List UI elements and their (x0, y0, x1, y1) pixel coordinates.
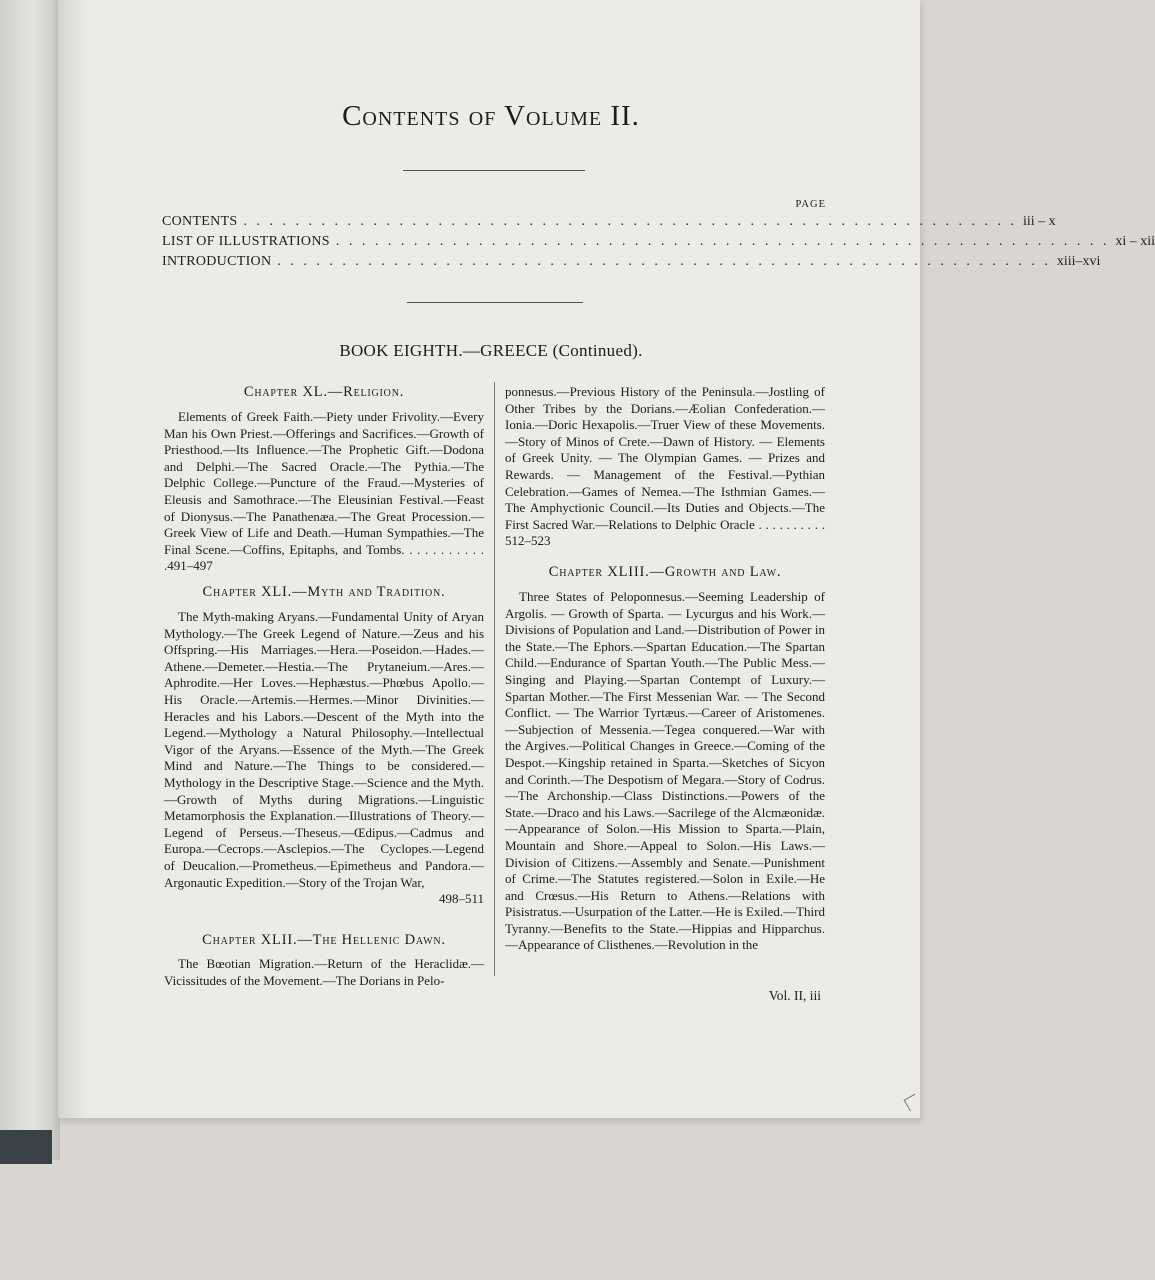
title-rule (403, 170, 585, 171)
toc-pages: xiii–xvi (1056, 254, 1101, 269)
chapter-summary-xl (164, 409, 484, 575)
toc-leader-dots: . . . . . . . . . . . . . . . . . . . . . . . . . . . . . . . . . . . . . . . . . . . . . . . . . . . . . . . . . . . . (277, 254, 1051, 269)
page-title (0, 100, 982, 133)
book-cover-edge (0, 1130, 52, 1164)
toc-row-contents (162, 214, 1056, 234)
chapter-summary-xli (164, 609, 484, 908)
toc-pages: iii – x (1023, 214, 1056, 229)
toc-row-introduction (162, 254, 1101, 274)
toc-label: CONTENTS (162, 214, 238, 229)
column-divider (494, 382, 495, 976)
title-numeral: II. (610, 100, 640, 132)
toc-page-header: PAGE (795, 199, 826, 210)
chapter-body: The Myth-making Aryans.—Fundamental Unity of Aryan Mythology.—The Greek Legend of Nature.—Zeus and his Offspring.—His Marriages.—Hera.—Poseidon.—Hades.—Athene.—Demeter.—Hestia.—The Prytaneium.—Ares.—Aphrodite.—Her Loves.—Hephæstus.—Phœbus Apollo.—His Oracle.—Artemis.—Hermes.—Minor Divinities.—Heracles and his Labors.—Descent of the Myth into the Legend.—Mythology a Natural Philosophy.—Intellectual Vigor of the Aryans.—Essence of the Myth.—The Greek Mind and Nature.—The Things to be considered.—Mythology in the Descriptive Stage.—Science and the Myth.—Growth of Myths during Migrations.—Linguistic Metamorphosis the Explanation.—Illustrations of Theory.—Legend of Perseus.—Theseus.—Œdipus.—Cadmus and Europa.—Cecrops.—Asclepios.—The Cyclopes.—Legend of Deucalion.—Prometheus.—Epimetheus and Pandora.—Argonautic Expedition.—Story of the Trojan War, (164, 609, 484, 890)
chapter-body: The Bœotian Migration.—Return of the Heraclidæ.—Vicissitudes of the Movement.—The Dorians in Pelo- (164, 956, 484, 988)
chapter-title-xliii: Chapter XLIII.—Growth and Law. (548, 564, 782, 580)
page-footer: Vol. II, iii (768, 988, 821, 1003)
book-spine (0, 0, 60, 1160)
toc-label: INTRODUCTION (162, 254, 272, 269)
gutter-shadow (58, 0, 88, 1118)
toc-label: LIST OF ILLUSTRATIONS (162, 234, 330, 249)
book-heading: BOOK EIGHTH.—GREECE (Continued). (339, 341, 643, 360)
chapter-title-xli: Chapter XLI.—Myth and Tradition. (202, 584, 446, 600)
chapter-title-xlii: Chapter XLII.—The Hellenic Dawn. (202, 932, 446, 948)
toc-leader-dots: . . . . . . . . . . . . . . . . . . . . . . . . . . . . . . . . . . . . . . . . . . . . . . . . . . . . . . . . . . . . (335, 234, 1110, 249)
chapter-pages: 498–511 (438, 891, 484, 907)
title-prefix: Contents of Volume (342, 100, 603, 132)
toc-row-illustrations (162, 234, 1155, 254)
chapter-summary-xlii-continued: ponnesus.—Previous History of the Peninsula.—Jostling of Other Tribes by the Dorians.—Æolian Confederation.—Ionia.—Doric Hexapolis.—Truer View of these Movements.—Story of Minos of Crete.—Dawn of History. — Elements of Greek Unity. — The Olympian Games. — Prizes and Rewards. — Management of the Festival.—Pythian Celebration.—Games of Nemea.—The Isthmian Games.—The Amphyctionic Council.—Its Duties and Objects.—The First Sacred War.—Relations to Delphic Oracle . . . . . . . . . . 512–523 (505, 384, 825, 549)
toc-pages: xi – xii (1115, 234, 1155, 249)
section-rule (407, 302, 583, 303)
chapter-body: Three States of Peloponnesus.—Seeming Leadership of Argolis. — Growth of Sparta. — Lycurgus and his Work.—Divisions of Population and Land.—Distribution of Power in the State.—The Ephors.—Spartan Education.—The Spartan Child.—Endurance of Spartan Youth.—The Public Mess.—Singing and Playing.—Spartan Contempt of Luxury.—Spartan Mother.—The First Messenian War. — The Second Conflict. — The Warrior Tyrtæus.—Career of Aristomenes.—Subjection of Messenia.—Tegea conquered.—War with the Argives.—Political Changes in Greece.—Coming of the Despot.—Kingship retained in Sparta.—Sketches of Sicyon and Corinth.—The Despotism of Megara.—Story of Codrus.—The Archonship.—Class Distinctions.—Powers of the State.—Draco and his Laws.—Sacrilege of the Alcmæonidæ.—Appearance of Solon.—His Mission to Sparta.—Plain, Mountain and Shore.—Appeal to Solon.—His Laws.—Division of Citizens.—Assembly and Senate.—Punishment of Crime.—The Statutes registered.—Solon in Exile.—He and Crœsus.—His Return to Athens.—Relations with Pisistratus.—Usurpation of the Latter.—He is Exiled.—Third Tyranny.—Benefits to the State.—Hippias and Hipparchus.—Appearance of Clisthenes.—Revolution in the (505, 589, 825, 953)
chapter-body: Elements of Greek Faith.—Piety under Frivolity.—Every Man his Own Priest.—Offerings and Sacrifices.—Growth of Priesthood.—Its Influence.—The Prophetic Gift.—Dodona and Delphi.—The Sacred Oracle.—The Pythia.—The Delphic College.—Puncture of the Fraud.—Mysteries of Eleusis and Samothrace.—The Eleusinian Festival.—Feast of Dionysus.—The Panathenæa.—The Great Procession.—Greek View of Life and Death.—Human Sympathies.—The Final Scene.—Coffins, Epitaphs, and Tombs. . . . . . . . . . . .491–497 (164, 409, 484, 574)
chapter-summary-xliii (505, 589, 825, 954)
chapter-title-xl: Chapter XL.—Religion. (243, 384, 405, 400)
toc-leader-dots: . . . . . . . . . . . . . . . . . . . . . . . . . . . . . . . . . . . . . . . . . . . . . . . . . . . . . . . . . . . . (243, 214, 1018, 229)
chapter-summary-xlii (164, 956, 484, 989)
